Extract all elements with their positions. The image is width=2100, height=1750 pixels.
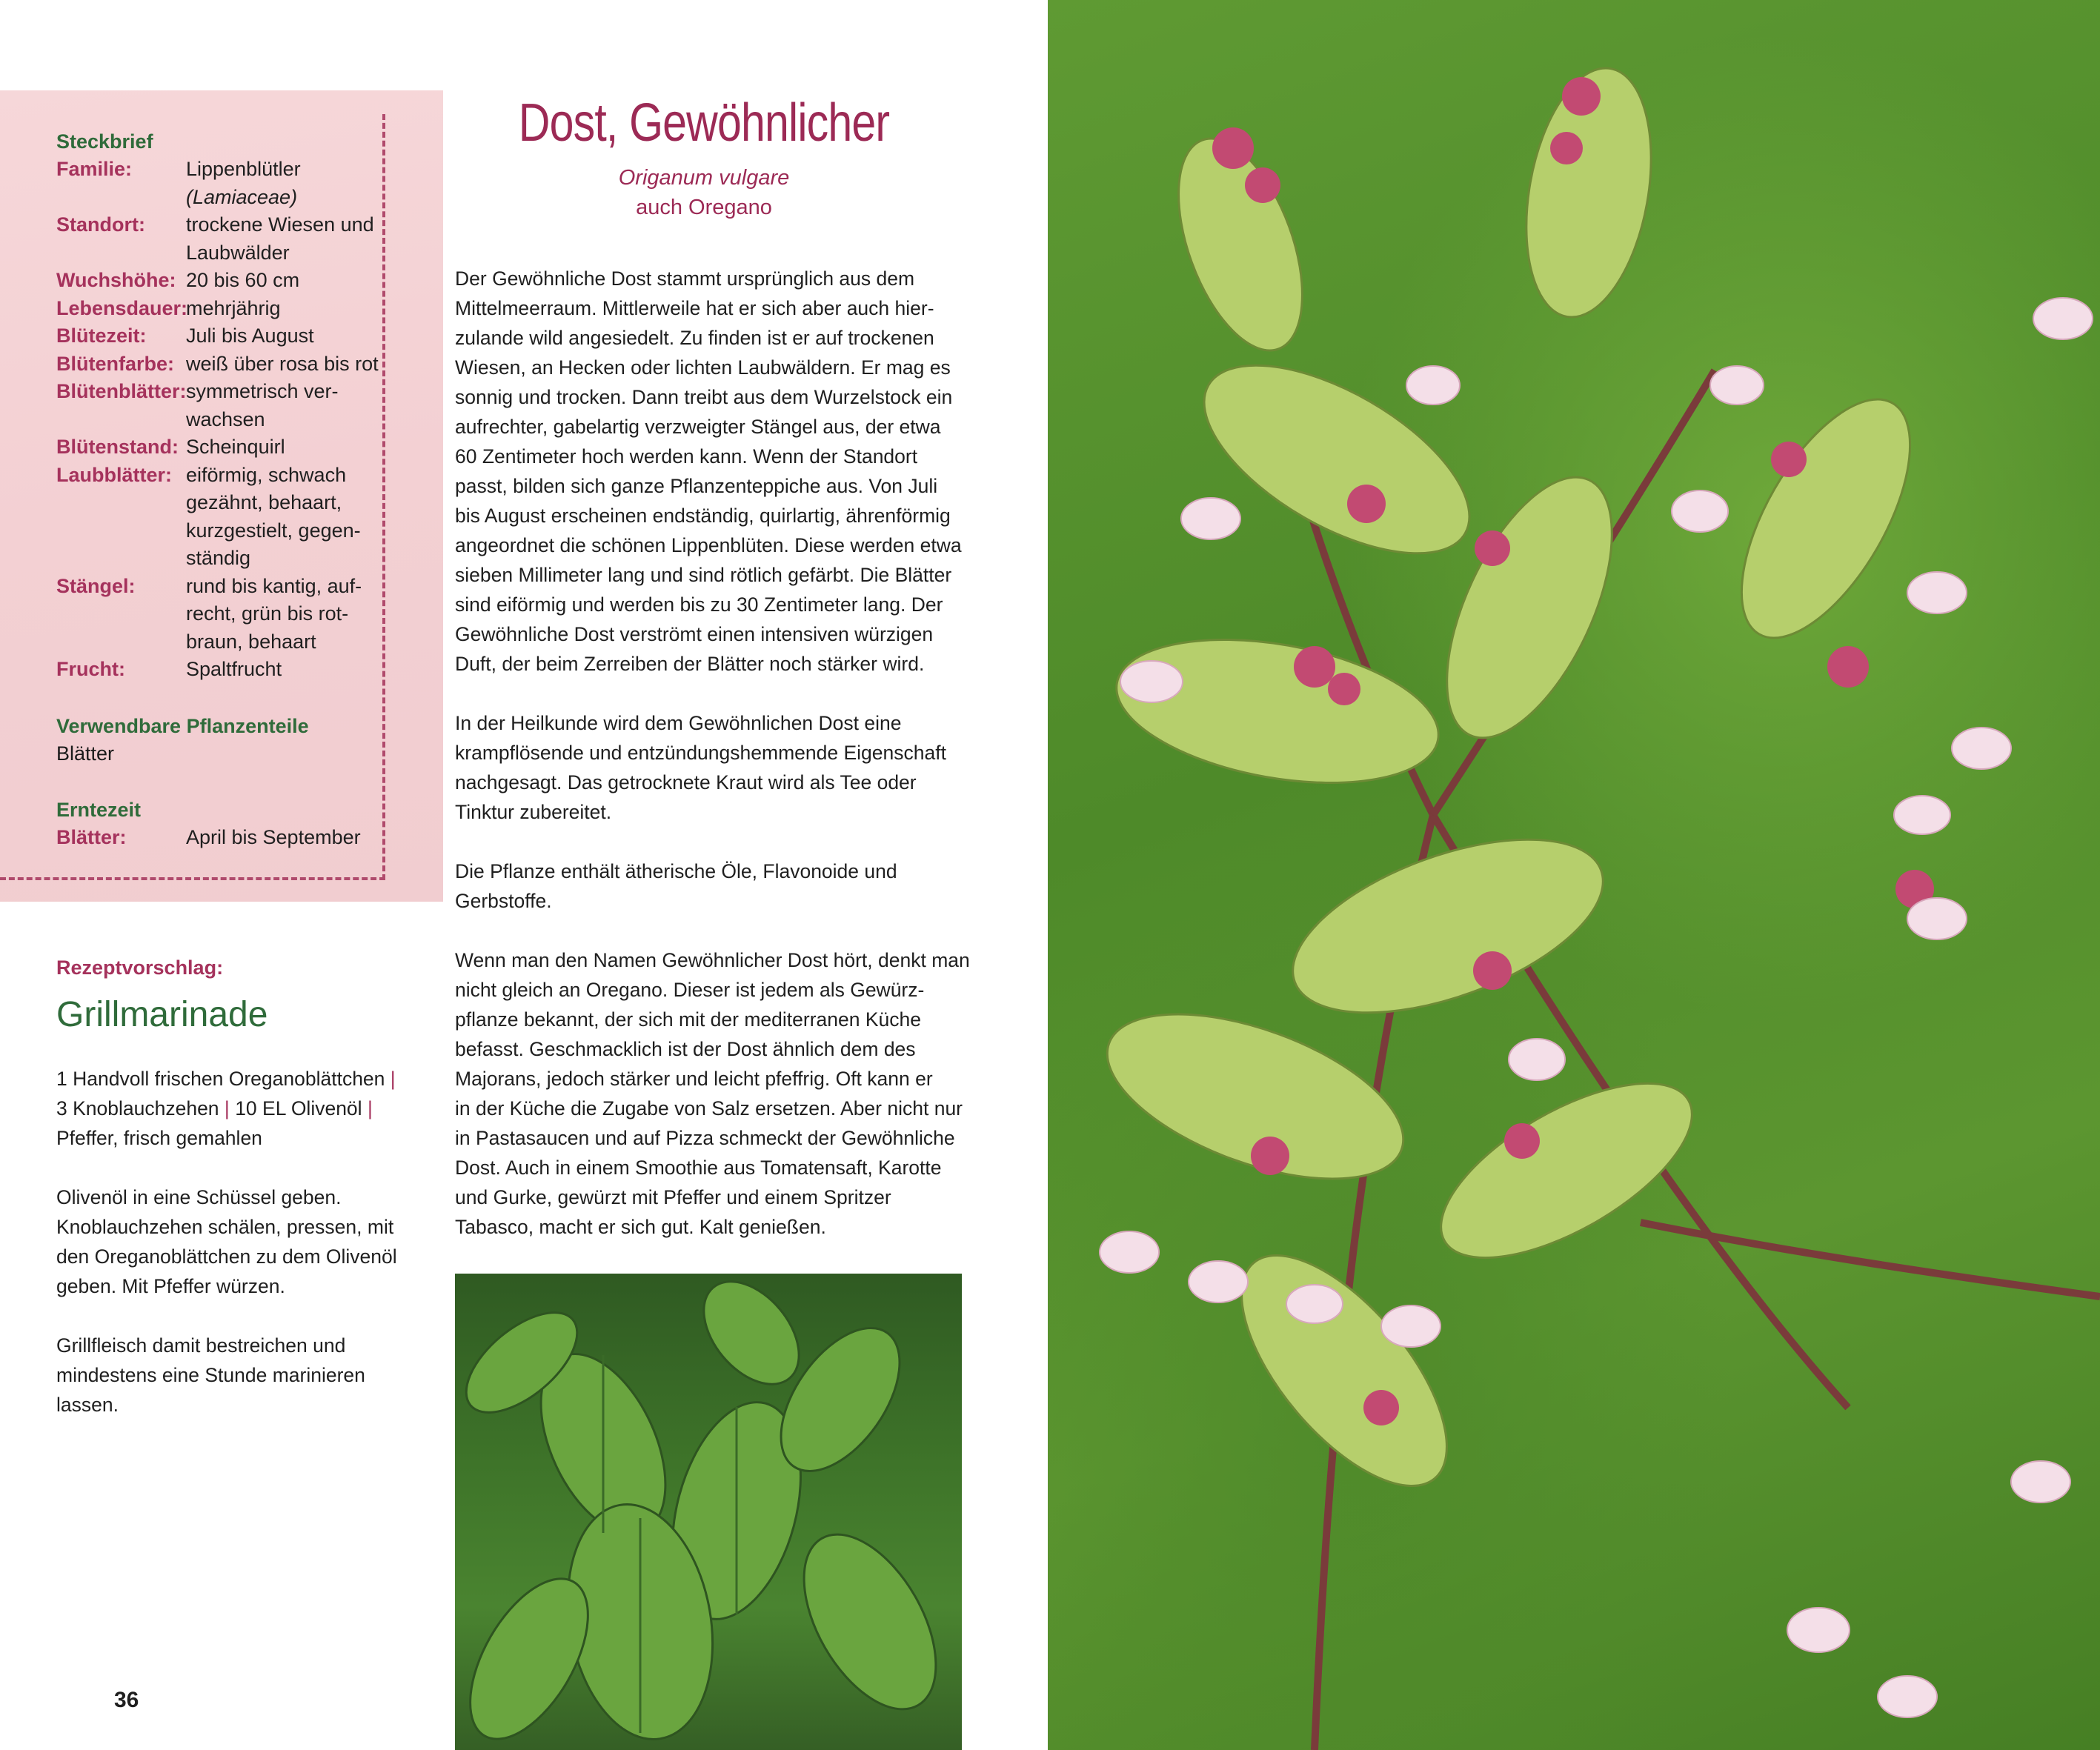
steckbrief-row — [56, 267, 412, 295]
steckbrief-key: Standort: — [56, 213, 145, 236]
harvest-key: Blätter: — [56, 826, 127, 848]
ingredient-3: 10 EL Olivenöl — [235, 1097, 362, 1119]
body-paragraph-2: In der Heilkunde wird dem Gewöhnlichen Dost eine krampflösende und entzündungshemmende Eigenschaft nachgesagt. Das getrocknete Kraut wird als Tee oder Tinktur zubereitet. — [455, 712, 946, 823]
steckbrief-value: weiß über rosa bis rot — [186, 352, 379, 375]
alias-name: auch Oregano — [636, 196, 772, 219]
ingredient-1: 1 Handvoll frischen Oreganoblättchen — [56, 1068, 385, 1090]
recipe-steps-1: Olivenöl in eine Schüssel geben. Knoblauchzehen schälen, pressen, mit den Oreganoblättchen zu dem Olivenöl geben. Mit Pfeffer würzen. — [56, 1186, 397, 1297]
parts-heading: Verwendbare Pflanzenteile — [56, 714, 309, 737]
steckbrief-value: Lippenblütler — [186, 158, 301, 180]
steckbrief-value: 20 bis 60 cm — [186, 269, 300, 291]
steckbrief-value: ständig — [186, 547, 251, 569]
recipe-label: Rezeptvorschlag: — [56, 956, 224, 979]
ingredient-separator: | — [367, 1097, 373, 1119]
steckbrief-value: Laubwälder — [186, 241, 290, 264]
steckbrief-value: symmetrisch ver- — [186, 380, 339, 402]
steckbrief-row — [56, 378, 412, 433]
steckbrief-heading: Steckbrief — [56, 130, 153, 153]
steckbrief-value: kurzgestielt, gegen- — [186, 519, 361, 542]
steckbrief-key: Lebensdauer: — [56, 296, 188, 319]
body-paragraph-3: Die Pflanze enthält ätherische Öle, Flavonoide und Gerbstoffe. — [455, 860, 897, 912]
steckbrief-value: braun, behaart — [186, 630, 316, 653]
steckbrief-value: recht, grün bis rot- — [186, 602, 349, 625]
harvest-heading: Erntezeit — [56, 799, 142, 821]
oregano-flower-photo — [1048, 0, 2100, 1750]
ingredient-2: 3 Knoblauchzehen — [56, 1097, 219, 1119]
steckbrief-value: gezähnt, behaart, — [186, 491, 342, 513]
steckbrief-key: Familie: — [56, 158, 133, 180]
harvest-value: April bis September — [186, 826, 361, 848]
parts-value-row — [56, 740, 412, 768]
steckbrief-row — [56, 573, 412, 656]
recipe-ingredients — [56, 1064, 427, 1153]
steckbrief-content — [56, 127, 412, 852]
steckbrief-key: Blütenstand: — [56, 436, 179, 458]
steckbrief-box — [0, 90, 443, 902]
latin-name: Origanum vulgare — [618, 166, 790, 190]
body-paragraph-4: Wenn man den Namen Gewöhnlicher Dost hört, denkt man nicht gleich an Oregano. Dieser ist jedem als Gewürz- pflanze bekannt, der sich mit der mediterranen Küche befasst. Geschmacklich ist der Dost ähnlich dem des Majorans, jedoch stärker und leicht pfeffrig. Oft kann er in der Küche die Zugabe von Salz ersetzen. Aber nicht nur in Pastasaucen und auf Pizza schmeckt der Gewöhnliche Dost. Auch in einem Smoothie aus Tomatensaft, Karotte und Gurke, gewürzt mit Pfeffer und einem Spritzer Tabasco, macht er sich gut. Kalt genießen. — [455, 949, 970, 1238]
steckbrief-value: rund bis kantig, auf- — [186, 574, 362, 597]
steckbrief-key: Blütenblätter: — [56, 380, 187, 402]
steckbrief-key: Blütezeit: — [56, 325, 147, 347]
steckbrief-row — [56, 656, 412, 684]
steckbrief-value: Spaltfrucht — [186, 658, 282, 680]
recipe-title: Grillmarinade — [56, 995, 268, 1034]
steckbrief-key: Laubblätter: — [56, 463, 173, 486]
steckbrief-row — [56, 322, 412, 350]
ingredient-separator: | — [390, 1068, 396, 1090]
ingredient-4: Pfeffer, frisch gemahlen — [56, 1127, 262, 1149]
steckbrief-key: Blütenfarbe: — [56, 352, 175, 375]
steckbrief-key: Frucht: — [56, 658, 125, 680]
leaves-illustration — [455, 1274, 962, 1750]
steckbrief-rows — [56, 156, 412, 684]
flower-illustration — [1048, 0, 2100, 1750]
steckbrief-row — [56, 350, 412, 379]
steckbrief-row — [56, 433, 412, 462]
left-page — [0, 0, 1048, 1750]
ingredient-separator: | — [224, 1097, 230, 1119]
steckbrief-value: wachsen — [186, 407, 265, 430]
harvest-row — [56, 824, 412, 852]
steckbrief-value: mehrjährig — [186, 296, 281, 319]
page-number: 36 — [114, 1688, 139, 1712]
steckbrief-row — [56, 462, 412, 573]
parts-value: Blätter — [56, 742, 115, 765]
steckbrief-value: (Lamiaceae) — [186, 185, 298, 208]
steckbrief-value: eiförmig, schwach — [186, 463, 347, 486]
steckbrief-row — [56, 295, 412, 323]
page-title: Dost, Gewöhnlicher — [518, 93, 890, 153]
steckbrief-row — [56, 156, 412, 211]
steckbrief-row — [56, 211, 412, 267]
steckbrief-key: Wuchshöhe: — [56, 269, 176, 291]
steckbrief-value: Juli bis August — [186, 325, 314, 347]
steckbrief-value: Scheinquirl — [186, 436, 285, 458]
steckbrief-key: Stängel: — [56, 574, 136, 597]
body-paragraph-1: Der Gewöhnliche Dost stammt ursprünglich aus dem Mittelmeerraum. Mittlerweile hat er sich aber auch hier- zulande wild angesiedelt. Zu finden ist er auf trockenen Wiesen, an Hecken oder lichten Laubwäldern. Er mag es sonnig und trocken. Dann treibt aus dem Wurzelstock ein aufrechter, gabelartig verzweigter Stängel aus, der etwa 60 Zentimeter hoch werden kann. Wenn der Standort passt, bilden sich ganze Pflanzenteppiche aus. Von Juli bis August erscheinen endständig, quirlartig, ährenförmig angeordnet die schönen Lippenblüten. Diese werden etwa sieben Millimeter lang und sind rötlich gefärbt. Die Blätter sind eiförmig und werden bis zu 30 Zentimeter lang. Der Gewöhnliche Dost verströmt einen intensiven würzigen Duft, der beim Zerreiben der Blätter noch stärker wird. — [455, 267, 962, 675]
oregano-leaves-photo — [455, 1274, 962, 1750]
steckbrief-value: trockene Wiesen und — [186, 213, 374, 236]
recipe-steps-2: Grillfleisch damit bestreichen und mindestens eine Stunde marinieren lassen. — [56, 1334, 365, 1416]
